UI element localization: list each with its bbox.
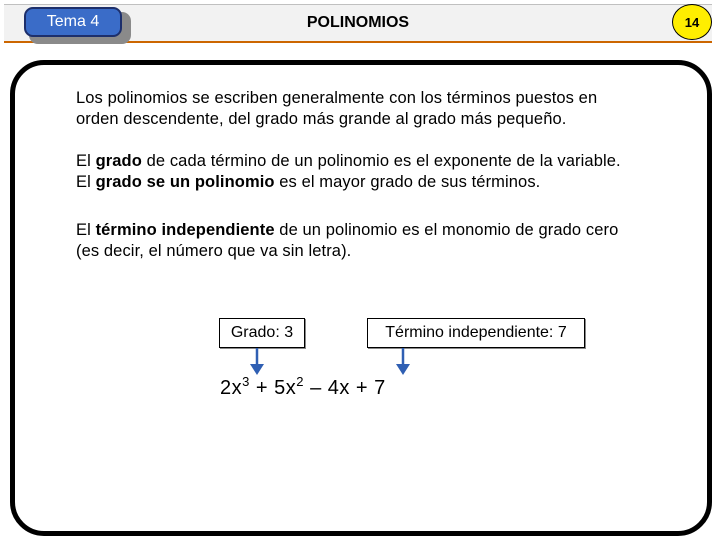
paragraph-order-line2: orden descendente, del grado más grande al grado más pequeño. — [76, 110, 567, 128]
text-segment: El — [76, 152, 96, 170]
tab-label: Tema 4 — [46, 13, 100, 30]
expr-exponent: 3 — [242, 374, 250, 389]
degree-label: Grado: 3 — [230, 324, 294, 341]
paragraph-independent-term — [76, 220, 686, 262]
paragraph-degree-line1 — [76, 151, 686, 172]
paragraph-order — [76, 88, 686, 130]
expr-term: 2x — [220, 377, 243, 399]
text-segment: de cada término de un polinomio es el exponente de la variable. — [141, 152, 621, 170]
paragraph-independent-line2: (es decir, el número que va sin letra). — [76, 242, 352, 260]
text-segment: El — [76, 221, 96, 239]
expr-exponent: 2 — [296, 374, 305, 389]
independent-term-label-box — [367, 318, 585, 348]
page-title: POLINOMIOS — [306, 14, 410, 31]
bold-term-independiente: término independiente — [95, 221, 275, 239]
expr-term: + 5x — [249, 377, 297, 399]
bold-term-grado-polinomio: grado se un polinomio — [95, 173, 275, 191]
content-frame — [10, 60, 712, 536]
paragraph-order-line1: Los polinomios se escriben generalmente con los términos puestos en — [76, 89, 598, 107]
text-segment: de un polinomio es el monomio de grado cero — [274, 221, 619, 239]
polynomial-expression — [220, 374, 386, 400]
text-segment: es el mayor grado de sus términos. — [274, 173, 541, 191]
page-number: 14 — [684, 14, 700, 30]
independent-term-arrow-icon — [393, 348, 413, 376]
paragraph-degree-line2 — [76, 172, 686, 193]
bold-term-grado: grado — [95, 152, 142, 170]
text-segment: El — [76, 173, 96, 191]
paragraph-degree — [76, 151, 686, 193]
independent-term-label: Término independiente: 7 — [385, 324, 567, 341]
expr-term: – 4x + 7 — [304, 377, 386, 399]
page-number-badge — [672, 4, 712, 40]
tab-tema-4[interactable] — [24, 7, 122, 37]
degree-label-box — [219, 318, 305, 348]
paragraph-independent-line1 — [76, 220, 686, 241]
degree-arrow-icon — [247, 348, 267, 376]
